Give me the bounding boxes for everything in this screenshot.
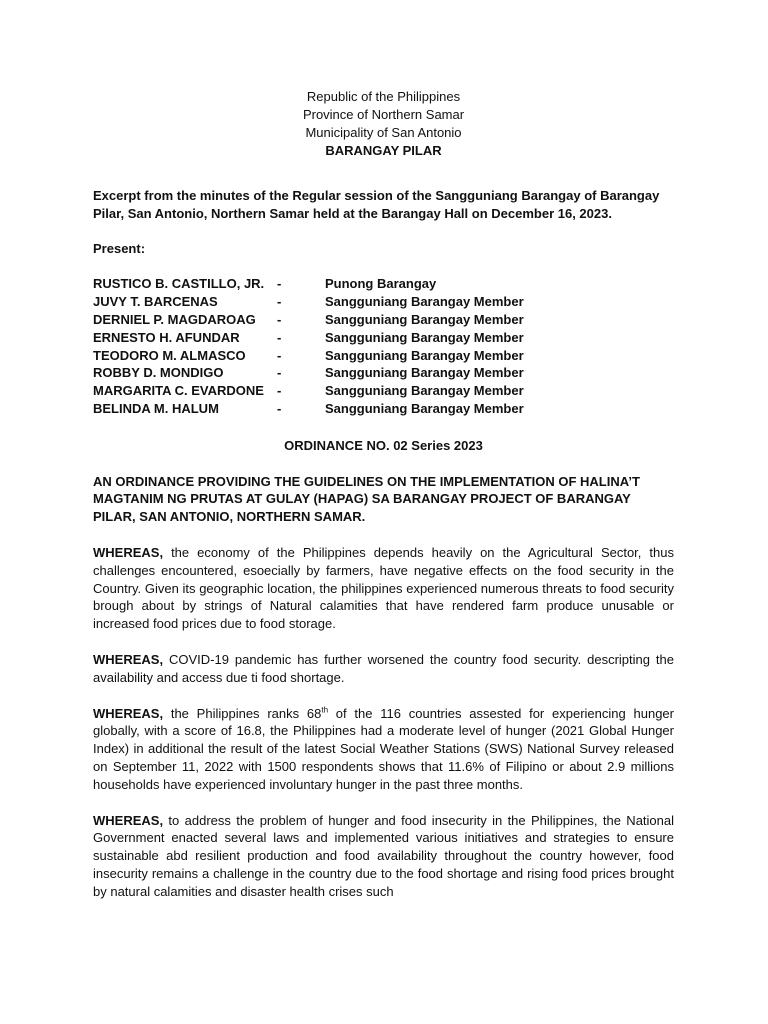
member-position: Sangguniang Barangay Member xyxy=(325,400,524,416)
member-dash: - xyxy=(277,400,282,416)
member-dash: - xyxy=(277,383,282,399)
header-province: Province of Northern Samar xyxy=(302,107,465,122)
whereas-label: WHEREAS, xyxy=(93,812,164,828)
member-name: BELINDA M. HALUM xyxy=(93,400,219,416)
member-position: Sangguniang Barangay Member xyxy=(325,365,524,381)
whereas-paragraph-2 xyxy=(93,651,674,687)
member-row xyxy=(93,293,674,311)
paragraph-text: COVID-19 pandemic has further worsened the country food security. descripting the availability and access due ti food shortage. xyxy=(93,651,674,685)
whereas-label: WHEREAS, xyxy=(93,705,164,721)
member-row xyxy=(93,275,674,293)
paragraph-text: the Philippines ranks 68 xyxy=(163,705,322,721)
ordinance-title: AN ORDINANCE PROVIDING THE GUIDELINES ON THE IMPLEMENTATION OF HALINA’T MAGTANIM NG PRUTAS AT GULAY (HAPAG) SA BARANGAY PROJECT OF BARANGAY PILAR, SAN ANTONIO, NORTHERN SAMAR. xyxy=(93,473,640,525)
member-position: Sangguniang Barangay Member xyxy=(325,294,524,310)
ordinance-number: ORDINANCE NO. 02 Series 2023 xyxy=(284,437,483,453)
whereas-label: WHEREAS, xyxy=(93,544,164,560)
member-row xyxy=(93,311,674,329)
member-name: MARGARITA C. EVARDONE xyxy=(93,383,264,399)
member-name: ROBBY D. MONDIGO xyxy=(93,365,224,381)
member-name: ERNESTO H. AFUNDAR xyxy=(93,329,240,345)
member-name: TEODORO M. ALMASCO xyxy=(93,347,246,363)
members-list xyxy=(93,275,674,417)
header-barangay: BARANGAY PILAR xyxy=(325,143,442,158)
member-position: Sangguniang Barangay Member xyxy=(325,347,524,363)
member-position: Punong Barangay xyxy=(325,276,437,292)
member-row xyxy=(93,382,674,400)
member-name: RUSTICO B. CASTILLO, JR. xyxy=(93,276,265,292)
intro-paragraph: Excerpt from the minutes of the Regular session of the Sangguniang Barangay of Barangay Pilar, San Antonio, Northern Samar held at the Barangay Hall on December 16, 2023. xyxy=(93,188,660,221)
member-row xyxy=(93,347,674,365)
whereas-paragraph-1 xyxy=(93,544,674,633)
member-row xyxy=(93,400,674,418)
member-dash: - xyxy=(277,329,282,345)
member-position: Sangguniang Barangay Member xyxy=(325,383,524,399)
member-dash: - xyxy=(277,276,282,292)
ordinal-superscript: th xyxy=(321,705,329,715)
member-dash: - xyxy=(277,294,282,310)
present-label: Present: xyxy=(93,240,146,256)
letterhead xyxy=(93,88,674,160)
member-dash: - xyxy=(277,365,282,381)
whereas-paragraph-4 xyxy=(93,812,674,901)
member-position: Sangguniang Barangay Member xyxy=(325,329,524,345)
member-row xyxy=(93,329,674,347)
member-dash: - xyxy=(277,347,282,363)
whereas-paragraph-3 xyxy=(93,705,674,794)
member-row xyxy=(93,364,674,382)
member-name: DERNIEL P. MAGDAROAG xyxy=(93,311,256,327)
paragraph-text-cont: of the 116 countries assested for experiencing hunger globally, with a score of 16.8, the Philippines had a moderate level of hunger (2021 Global Hunger Index) in additional the result of the latest Social Weather Stations (SWS) National Survey released on September 11, 2022 with 1500 respondents shows that 11.6% of Filipino or about 2.9 millions households have experienced involuntary hunger in the past three months. xyxy=(93,705,674,792)
member-name: JUVY T. BARCENAS xyxy=(93,294,218,310)
whereas-label: WHEREAS, xyxy=(93,651,164,667)
header-republic: Republic of the Philippines xyxy=(306,89,461,104)
member-position: Sangguniang Barangay Member xyxy=(325,311,524,327)
paragraph-text: the economy of the Philippines depends heavily on the Agricultural Sector, thus challenges encountered, esoecially by farmers, have negative effects on the food security in the Country. Given its geographic location, the philippines experienced numerous threats to food security brough about by strings of Natural calamities that have rendered farm produce unusable or increased food prices due to food storage. xyxy=(93,544,674,632)
header-municipality: Municipality of San Antonio xyxy=(305,125,462,140)
member-dash: - xyxy=(277,311,282,327)
paragraph-text: to address the problem of hunger and food insecurity in the Philippines, the National Government enacted several laws and implemented various initiatives and strategies to ensure sustainable abd resilient production and food availability throughout the country however, food insecurity remains a challenge in the country due to the food shortage and rising food prices brought by natural calamities and disaster health crises such xyxy=(93,812,674,899)
